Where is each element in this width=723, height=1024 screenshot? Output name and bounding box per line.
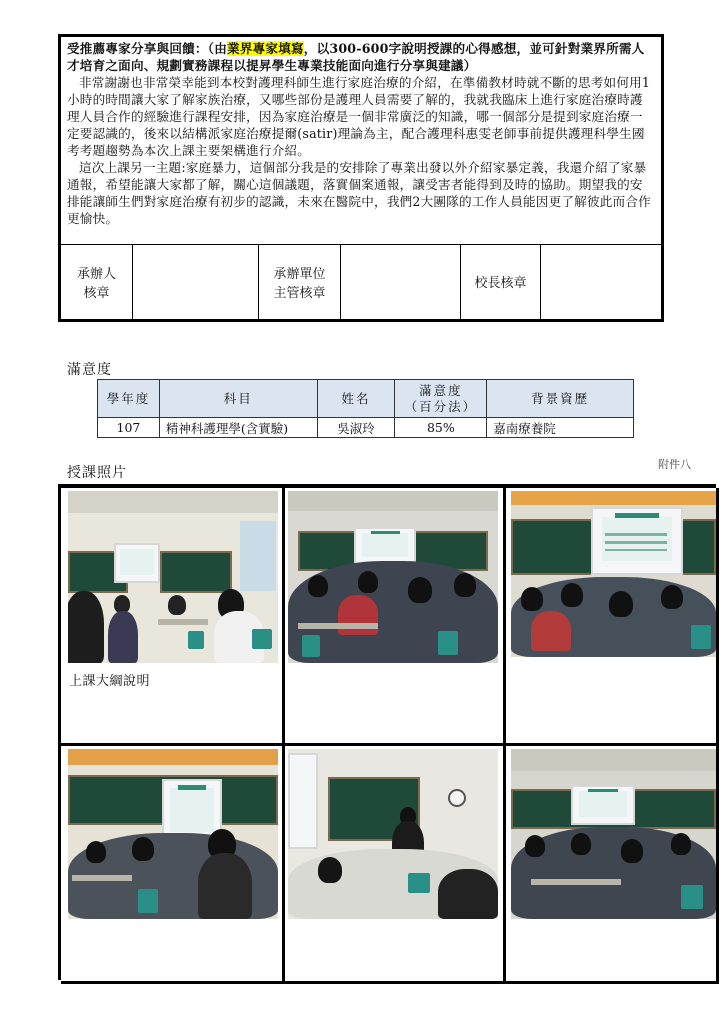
- classroom-photo-1: [68, 491, 278, 663]
- feedback-text-cell: [61, 37, 661, 245]
- header-subject: 科目: [159, 380, 317, 418]
- feedback-form: [58, 34, 664, 322]
- heading-highlight: 業界專家填寫: [227, 41, 304, 56]
- unit-head-label: 承辦單位 主管核章: [259, 245, 341, 322]
- photo-cell-6: [506, 746, 719, 984]
- organizer-stamp-box: [133, 245, 259, 322]
- satisfaction-table: [97, 379, 634, 438]
- unit-head-stamp-box: [341, 245, 461, 322]
- satisfaction-header-row: [98, 380, 634, 418]
- classroom-photo-6: [511, 749, 716, 919]
- cell-name: 吳淑玲: [317, 418, 395, 438]
- photo-cell-1: [61, 488, 285, 746]
- photos-title: 授課照片: [67, 465, 127, 481]
- heading-suffix: ，以300-600字說明授課的心得感想，並可針對業界所需人才培育之面向、規劃實務課程以提昇學生專業技能面向進行分享與建議）: [67, 41, 645, 73]
- photo-caption: 上課大綱說明: [69, 674, 151, 689]
- classroom-photo-4: [68, 749, 278, 919]
- cell-year: 107: [98, 418, 160, 438]
- table-row: [98, 418, 634, 438]
- feedback-heading: [67, 40, 655, 74]
- photo-cell-2: [285, 488, 506, 746]
- photo-grid: [58, 484, 716, 980]
- principal-stamp-box: [541, 245, 661, 322]
- satisfaction-title: 滿意度: [67, 362, 112, 378]
- header-name: 姓名: [317, 380, 395, 418]
- cell-subject: 精神科護理學(含實驗): [159, 418, 317, 438]
- header-score: 滿意度 （百分法）: [395, 380, 487, 418]
- classroom-photo-5: [288, 749, 498, 919]
- classroom-photo-2: [288, 491, 498, 663]
- appendix-label: 附件八: [658, 458, 691, 471]
- photo-cell-3: [506, 488, 719, 746]
- photo-cell-5: [285, 746, 506, 984]
- header-background: 背景資歷: [487, 380, 634, 418]
- cell-background: 嘉南療養院: [487, 418, 634, 438]
- cell-score: 85%: [395, 418, 487, 438]
- signature-row: [61, 245, 661, 322]
- organizer-label: 承辦人 核章: [61, 245, 133, 322]
- classroom-photo-3: [511, 491, 716, 657]
- header-year: 學年度: [98, 380, 160, 418]
- photo-cell-4: [61, 746, 285, 984]
- heading-prefix: 受推薦專家分享與回饋：（由: [67, 41, 228, 56]
- feedback-paragraph-2: 這次上課另一主題:家庭暴力，這個部分我是的安排除了專業出發以外介紹家暴定義，我還介紹了家暴通報，希望能讓大家都了解，關心這個議題，落實個案通報，讓受害者能得到及時的協助。期望我的安排能讓師生們對家庭治療有初步的認識，未來在醫院中，我們2大團隊的工作人員能因更了解彼此而合作更愉快。: [67, 160, 651, 226]
- principal-label: 校長核章: [461, 245, 541, 322]
- feedback-paragraph-1: 非常謝謝也非常榮幸能到本校對護理科師生進行家庭治療的介紹，在準備教材時就不斷的思考如何用1小時的時間讓大家了解家族治療，又哪些部份是護理人員需要了解的，我就我臨床上進行家庭治療時護理人員合作的經驗進行課程安排，因為家庭治療是一個非常廣泛的知識，哪一個部分是提到家庭治療一定要認識的，後來以結構派家庭治療提爾(satir)理論為主，配合護理科惠雯老師事前提供護理科學生國考考題趨勢為本次上課主要架構進行介紹。: [67, 75, 651, 158]
